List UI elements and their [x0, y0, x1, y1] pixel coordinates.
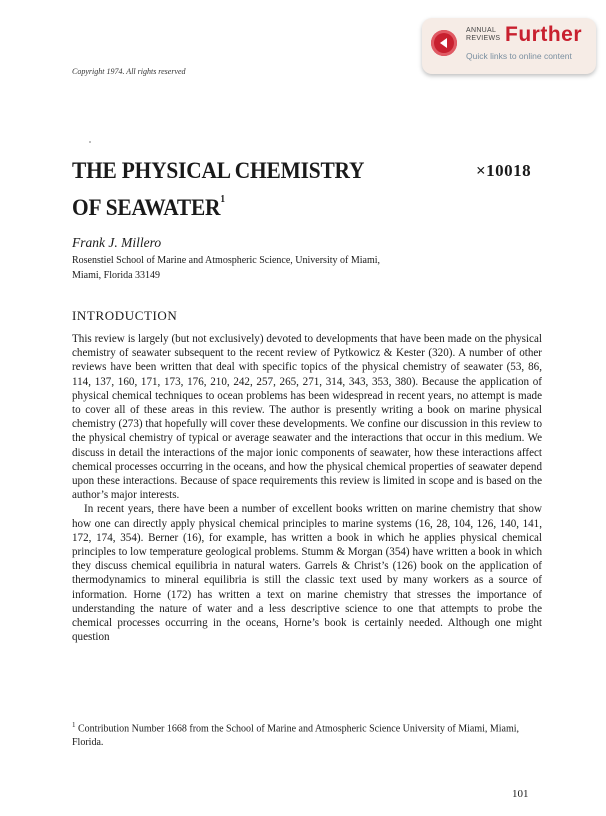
article-code: ×10018 [476, 161, 532, 180]
article-title [72, 156, 364, 222]
stray-mark [89, 141, 91, 143]
footnote [72, 718, 544, 750]
further-badge[interactable] [422, 18, 596, 74]
badge-reviews-label: REVIEWS [466, 35, 501, 42]
paragraph-1: This review is largely (but not exclusively) devoted to developments that have been made on the physical chemistry of seawater subsequent to the recent review of Pytkowicz & Kester (320). A number of other reviews have been written that deal with specific topics of the physical chemistry of seawater (53, 86, 114, 137, 160, 171, 173, 176, 210, 242, 257, 265, 271, 314, 343, 353, 380). Because the application of physical chemical techniques to ocean problems has been widespread in recent years, no attempt is made to cover all of these areas in this review. The author is presently writing a book on marine physical chemistry (273) that hopefully will cover these developments. We confine our discussion in this review to the physical chemistry of typical or average seawater and the interactions that occur in this medium. We discuss in detail the interactions of the major ionic components of seawater, how these interactions affect chemical processes occurring in the oceans, and how the physical chemical properties of seawater depend upon these interactions. Because of space requirements this review is limited in scope and is based on the author’s major interests. [72, 333, 542, 502]
title-line-2: OF SEAWATER [72, 195, 221, 220]
footnote-text: Contribution Number 1668 from the School of Marine and Atmospheric Science University of Miami, Miami, Florida. [72, 723, 520, 749]
play-icon[interactable] [431, 30, 457, 56]
copyright-notice: Copyright 1974. All rights reserved [72, 67, 186, 76]
badge-subtitle[interactable]: Quick links to online content [466, 51, 572, 61]
badge-annual-label: ANNUAL [466, 27, 497, 34]
title-line-1: THE PHYSICAL CHEMISTRY [72, 158, 365, 183]
page-number: 101 [512, 788, 529, 800]
badge-publisher [466, 27, 500, 43]
author-name: Frank J. Millero [72, 235, 162, 250]
paragraph-2: In recent years, there have been a number of excellent books written on marine chemistry that show how one can directly apply physical chemical principles to marine systems (16, 28, 104, 126, 140, 141, 172, 174, 354). Berner (16), for example, has written a book in which he applies physical chemical principles to low temperature geological problems. Stumm & Morgan (354) have written a book in which they discuss chemical equilibria in natural waters. Garrels & Christ’s (126) book on the application of thermodynamics to mineral equilibria is still the classic text used by many workers as a source of information. Horne (172) has written a text on marine chemistry that stresses the importance of understanding the nature of water and a less descriptive science to one that attempts to probe the chemical processes occurring in the oceans, Horne’s book is certainly needed. Although one might question [72, 503, 542, 644]
title-footnote-mark[interactable]: 1 [220, 194, 225, 205]
author-affiliation [72, 253, 380, 283]
affiliation-line-2: Miami, Florida 33149 [72, 270, 161, 281]
article-body [72, 332, 542, 644]
badge-further-word: Further [505, 23, 582, 46]
section-heading: INTRODUCTION [72, 308, 178, 323]
affiliation-line-1: Rosenstiel School of Marine and Atmospheric Science, University of Miami, [72, 255, 380, 266]
footnote-mark: 1 [72, 721, 76, 729]
